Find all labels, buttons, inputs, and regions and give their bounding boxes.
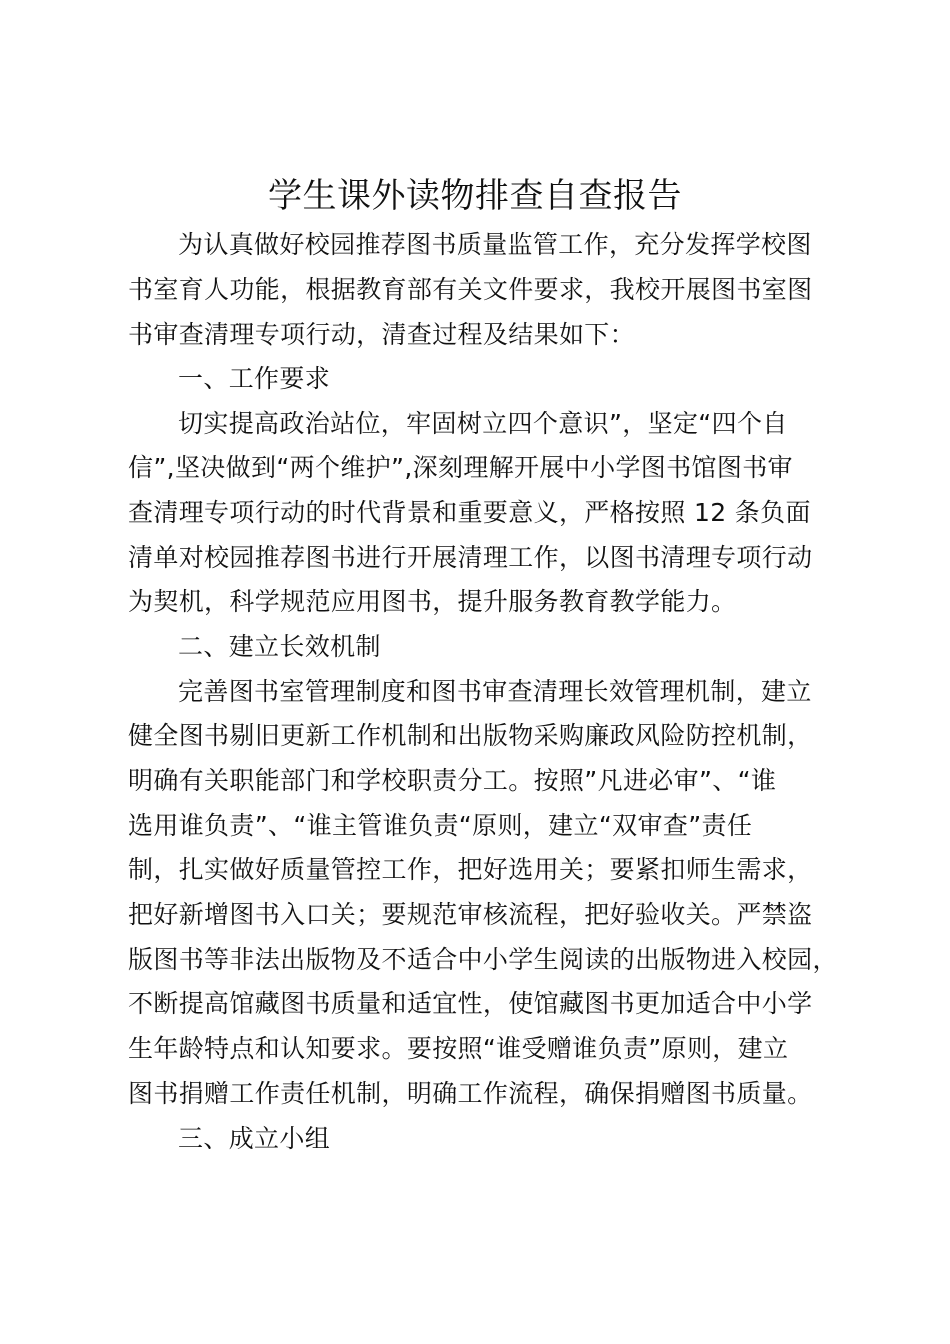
paragraph-line: 健全图书剔旧更新工作机制和出版物采购廉政风险防控机制， xyxy=(128,721,813,750)
paragraph-line: 查清理专项行动的时代背景和重要意义，严格按照 12 条负面 xyxy=(128,498,811,527)
paragraph-line: 把好新增图书入口关；要规范审核流程，把好验收关。严禁盗 xyxy=(128,900,813,929)
paragraph-line: 为契机，科学规范应用图书，提升服务教育教学能力。 xyxy=(128,587,737,616)
paragraph-line: 生年龄特点和认知要求。要按照“谁受赠谁负责”原则，建立 xyxy=(128,1034,789,1063)
paragraph-line: 清单对校园推荐图书进行开展清理工作，以图书清理专项行动 xyxy=(128,543,813,572)
section-heading: 二、建立长效机制 xyxy=(178,632,381,661)
paragraph-line: 为认真做好校园推荐图书质量监管工作，充分发挥学校图 xyxy=(178,230,812,259)
paragraph-line: 切实提高政治站位，牢固树立四个意识”，坚定“四个自 xyxy=(178,409,788,438)
paragraph-line: 明确有关职能部门和学校职责分工。按照”凡进必审”、“谁 xyxy=(128,766,777,795)
paragraph-line: 制，扎实做好质量管控工作，把好选用关；要紧扣师生需求， xyxy=(128,855,813,884)
section-heading: 一、工作要求 xyxy=(178,364,331,393)
paragraph-line: 选用谁负责”、“谁主管谁负责“原则，建立“双审查”责任 xyxy=(128,811,753,840)
document-title: 学生课外读物排查自查报告 xyxy=(268,176,682,216)
paragraph-line: 图书捐赠工作责任机制，明确工作流程，确保捐赠图书质量。 xyxy=(128,1079,813,1108)
paragraph-line: 书室育人功能，根据教育部有关文件要求，我校开展图书室图 xyxy=(128,275,813,304)
paragraph-line: 版图书等非法出版物及不适合中小学生阅读的出版物进入校园， xyxy=(128,945,838,974)
paragraph-line: 完善图书室管理制度和图书审查清理长效管理机制，建立 xyxy=(178,677,812,706)
paragraph-line: 信”,坚决做到“两个维护”,深刻理解开展中小学图书馆图书审 xyxy=(128,453,793,482)
section-heading: 三、成立小组 xyxy=(178,1124,331,1153)
paragraph-line: 不断提高馆藏图书质量和适宜性，使馆藏图书更加适合中小学 xyxy=(128,989,813,1018)
paragraph-line: 书审查清理专项行动，清查过程及结果如下： xyxy=(128,320,636,349)
